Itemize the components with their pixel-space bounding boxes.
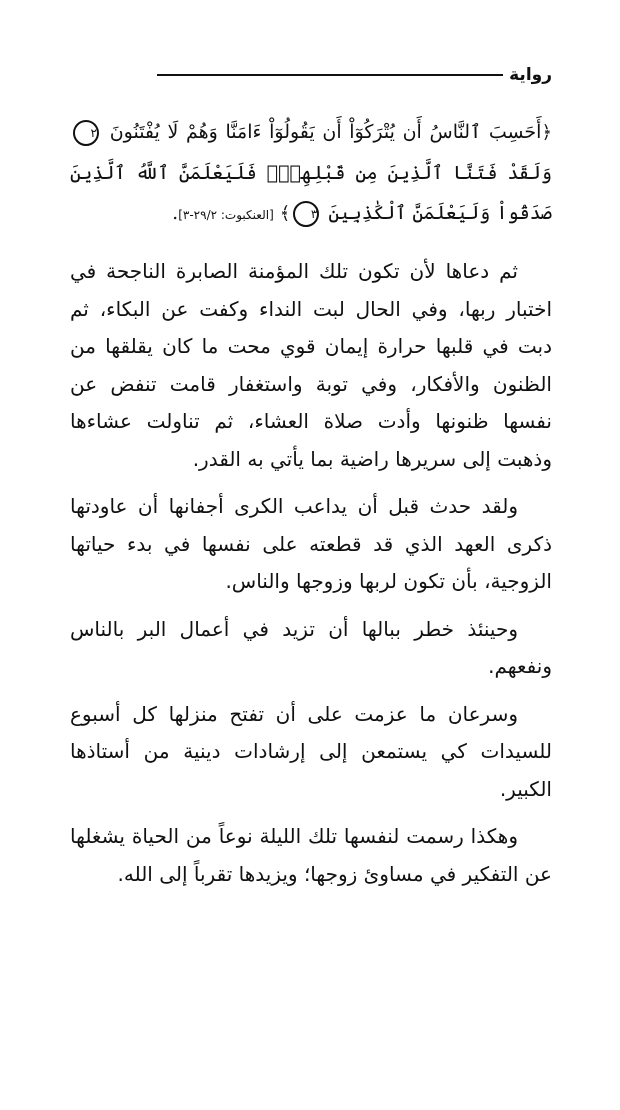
verse-end-mark: .: [172, 202, 179, 224]
ayah-number-marker: ٢: [73, 120, 99, 146]
verse-text-part2: وَلَقَدْ فَتَنَّا ٱلَّذِينَ مِن قَبْلِهِمْۖ فَلَيَعْلَمَنَّ ٱللَّهُ ٱلَّذِينَ صَدَقُواْ وَلَيَعْلَمَنَّ ٱلْكَٰذِبِينَ: [70, 162, 552, 224]
paragraph: ولقد حدث قبل أن يداعب الكرى أجفانها أن عاودتها ذكرى العهد الذي قد قطعته على نفسها في بدء حياتها الزوجية، بأن تكون لربها وزوجها والناس.: [70, 494, 552, 593]
verse-close-bracket: ﴾: [279, 203, 291, 224]
running-title: رواية: [509, 65, 552, 85]
paragraph: وسرعان ما عزمت على أن تفتح منزلها كل أسبوع للسيدات كي يستمعن إلى إرشادات دينية من أستاذها الكبير.: [70, 701, 552, 801]
ayah-number-marker: ٣: [293, 201, 319, 227]
verse-text-part1: أَحَسِبَ ٱلنَّاسُ أَن يُتْرَكُوٓاْ أَن يَقُولُوٓاْ ءَامَنَّا وَهُمْ لَا يُفْتَنُونَ: [109, 121, 542, 143]
header-rule: [157, 74, 503, 76]
paragraph: وحينئذ خطر ببالها أن تزيد في أعمال البر بالناس ونفعهم.: [70, 616, 552, 678]
body-text: [70, 253, 552, 893]
paragraph: وهكذا رسمت لنفسها تلك الليلة نوعاً من الحياة يشغلها عن التفكير في مساوئ زوجها؛ ويزيدها تقرباً إلى الله.: [70, 824, 552, 886]
book-page: [0, 60, 620, 1110]
paragraph: ثم دعاها لأن تكون تلك المؤمنة الصابرة الناجحة في اختبار ربها، وفي الحال لبت النداء وكفت عن البكاء، ثم دبت في قلبها حرارة إيمان قوي محت ما كان يقلقها من الظنون والأفكار، وفي توبة واستغفار قامت تنفض عن نفسها ظنونها وأدت صلاة العشاء، ثم تناولت عشاءها وذهبت إلى سريرها راضية بما يأتي به القدر.: [70, 259, 552, 471]
quran-verse: [70, 112, 552, 235]
verse-citation: [العنكبوت: ٢٩/٢-٣]: [178, 208, 274, 222]
page-header: [70, 60, 552, 90]
verse-open-bracket: ﴿: [541, 122, 552, 143]
